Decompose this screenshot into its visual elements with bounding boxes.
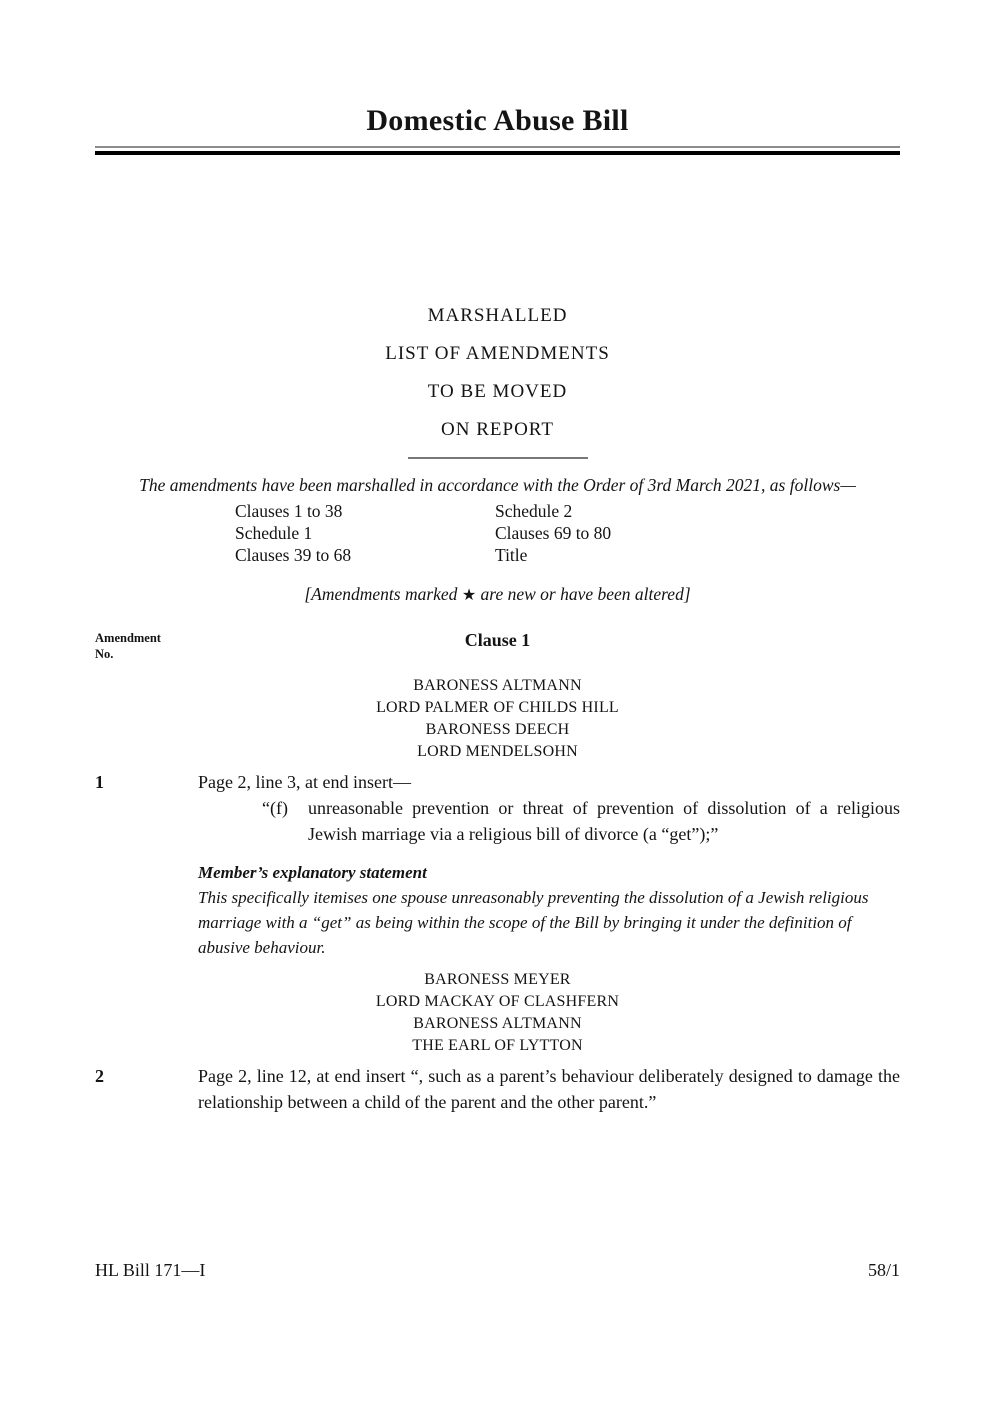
title-rule — [95, 146, 900, 155]
marshalling-intro: The amendments have been marshalled in accordance with the Order of 3rd March 2021, as follows— — [139, 475, 856, 495]
document-header — [95, 104, 900, 155]
amendment-no-label-line: Amendment — [95, 631, 161, 645]
marshalling-order — [235, 500, 900, 566]
sponsor-name: LORD PALMER OF CHILDS HILL — [376, 699, 619, 716]
order-item: Clauses 69 to 80 — [495, 523, 612, 543]
section-divider — [408, 457, 588, 459]
amendment-lead-in: Page 2, line 3, at end insert— — [198, 772, 411, 792]
amendment-no-label-line: No. — [95, 647, 114, 661]
heading-line: MARSHALLED — [427, 305, 568, 326]
clause-title: Clause 1 — [464, 630, 531, 650]
marshalled-heading — [95, 305, 900, 441]
page-code: 58/1 — [867, 1260, 900, 1280]
sub-item-text: unreasonable prevention or threat of prevention of dissolution of a religious Jewish marriage via a religious bill of divorce (a “get”);” — [308, 798, 900, 844]
sponsor-list-amendment-1 — [95, 675, 900, 763]
amendment-no-label — [95, 630, 161, 662]
star-note — [95, 582, 900, 608]
clause-header — [95, 628, 900, 662]
heading-line: LIST OF AMENDMENTS — [385, 343, 610, 364]
order-item: Clauses 1 to 38 — [235, 501, 343, 521]
heading-line: TO BE MOVED — [427, 381, 568, 402]
order-item: Schedule 1 — [235, 523, 313, 543]
amendment-text: Page 2, line 12, at end insert “, such as a parent’s behaviour deliberately designed to damage the relationship between a child of the parent and the other parent.” — [198, 1066, 900, 1112]
sponsor-list-amendment-2 — [95, 969, 900, 1057]
heading-line: ON REPORT — [441, 419, 554, 440]
sponsor-name: BARONESS MEYER — [424, 971, 571, 988]
order-item: Schedule 2 — [495, 501, 573, 521]
amendment-sub-item — [262, 795, 900, 847]
star-note-prefix: [Amendments marked — [304, 584, 462, 604]
sponsor-name: LORD MACKAY OF CLASHFERN — [375, 993, 620, 1010]
sponsor-name: BARONESS ALTMANN — [413, 1015, 582, 1032]
page-title: Domestic Abuse Bill — [366, 104, 629, 137]
amendment-number: 1 — [95, 772, 104, 792]
amendment-1 — [95, 769, 900, 960]
sub-item-label: “(f) — [262, 798, 288, 818]
sponsor-name: BARONESS DEECH — [425, 721, 570, 738]
page-footer — [95, 1258, 900, 1282]
amendment-body — [198, 769, 900, 960]
marshalling-column-1 — [235, 500, 495, 566]
bill-reference: HL Bill 171—I — [95, 1260, 206, 1280]
amendment-number: 2 — [95, 1066, 104, 1086]
marshalling-column-2 — [495, 500, 900, 566]
order-item: Clauses 39 to 68 — [235, 545, 352, 565]
amendment-body — [198, 1063, 900, 1115]
star-note-suffix: are new or have been altered] — [476, 584, 691, 604]
explanatory-statement-heading: Member’s explanatory statement — [198, 863, 427, 882]
sponsor-name: THE EARL OF LYTTON — [412, 1037, 583, 1054]
sponsor-name: BARONESS ALTMANN — [413, 677, 582, 694]
explanatory-statement-text: This specifically itemises one spouse unreasonably preventing the dissolution of a Jewish religious marriage with a “get” as being within the scope of the Bill by bringing it under the definition of abusive behaviour. — [198, 888, 869, 957]
amendment-2 — [95, 1063, 900, 1115]
order-item: Title — [495, 545, 528, 565]
sponsor-name: LORD MENDELSOHN — [417, 743, 578, 760]
star-icon: ★ — [461, 587, 477, 604]
